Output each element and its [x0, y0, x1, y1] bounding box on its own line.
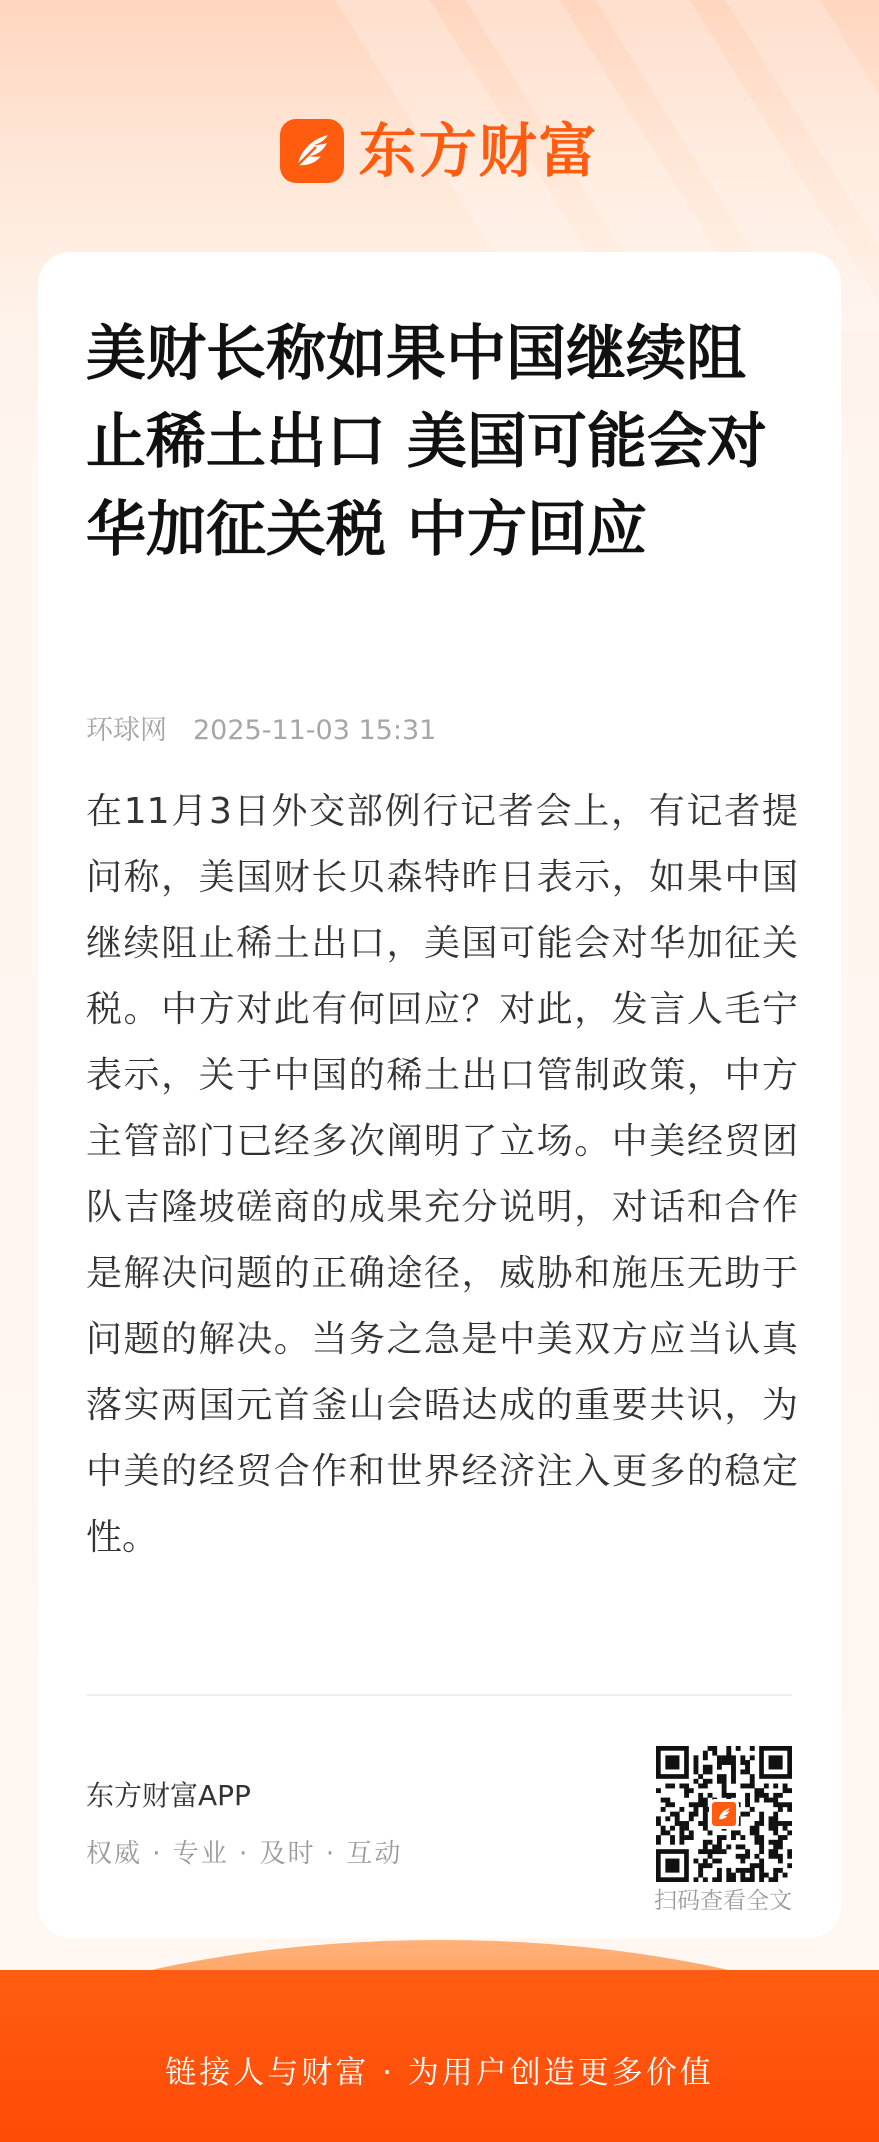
article-title: 美财长称如果中国继续阻止稀土出口 美国可能会对华加征关税 中方回应 [86, 319, 767, 565]
article-source: 环球网 [86, 715, 167, 746]
brand-name: 东方财富 [358, 117, 599, 185]
qr-code-icon[interactable] [656, 1746, 792, 1882]
qr-caption: 扫码查看全文 [654, 1888, 792, 1914]
promo-slogan: 权威 · 专业 · 及时 · 互动 [86, 1839, 403, 1869]
article-card [38, 252, 841, 1938]
article-meta [86, 714, 436, 748]
promo-app-name: 东方财富APP [86, 1779, 251, 1812]
section-divider [86, 1694, 792, 1696]
qr-center-logo-icon [709, 1799, 739, 1829]
article-datetime: 2025-11-03 15:31 [193, 715, 437, 746]
footer-banner [0, 1930, 879, 2142]
brand-header [0, 119, 879, 183]
article-body: 在11月3日外交部例行记者会上，有记者提问称，美国财长贝森特昨日表示，如果中国继续阻止稀土出口，美国可能会对华加征关税。中方对此有何回应？对此，发言人毛宁表示，关于中国的稀土出口管制政策，中方主管部门已经多次阐明了立场。中美经贸团队吉隆坡磋商的成果充分说明，对话和合作是解决问题的正确途径，威胁和施压无助于问题的解决。当务之急是中美双方应当认真落实两国元首釜山会晤达成的重要共识，为中美的经贸合作和世界经济注入更多的稳定性。 [86, 791, 798, 1558]
eastmoney-logo-icon [280, 119, 344, 183]
footer-tagline: 链接人与财富 · 为用户创造更多价值 [165, 2055, 714, 2091]
